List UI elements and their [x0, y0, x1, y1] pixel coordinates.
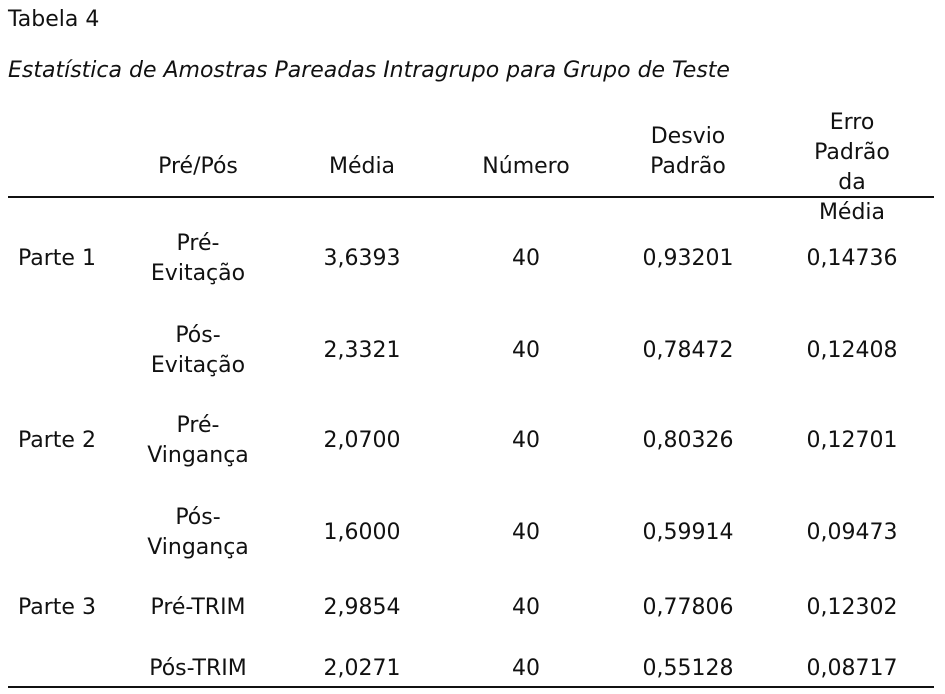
table-row-mean: 2,3321: [323, 338, 401, 363]
table-row-count: 40: [512, 246, 540, 271]
table-row-mean: 2,0271: [323, 656, 401, 681]
table-top-rule: [8, 196, 934, 198]
table-row-part: Parte 2: [18, 428, 96, 453]
table-row-prepos: Pós- Vingança: [147, 505, 249, 560]
header-se: Erro Padrão da Média: [814, 110, 890, 225]
table-row-prepos: Pré- Evitação: [150, 231, 246, 286]
table-row-count: 40: [512, 595, 540, 620]
table-row-sd: 0,59914: [642, 520, 734, 545]
table-row-count: 40: [512, 656, 540, 681]
table-row-sd: 0,93201: [642, 246, 734, 271]
table-row-mean: 2,0700: [323, 428, 401, 453]
table-row-se: 0,09473: [806, 520, 898, 545]
table-row-mean: 2,9854: [323, 595, 401, 620]
table-label: Tabela 4: [8, 7, 100, 32]
table-row-sd: 0,77806: [642, 595, 734, 620]
table-row-prepos: Pós- Evitação: [150, 323, 246, 378]
table-title: Estatística de Amostras Pareadas Intragrupo para Grupo de Teste: [8, 58, 730, 83]
header-sd: Desvio Padrão: [650, 124, 726, 179]
header-mean: Média: [328, 154, 396, 179]
table-row-prepos: Pré- Vingança: [147, 413, 249, 468]
table-row-count: 40: [512, 428, 540, 453]
table-bottom-rule: [8, 686, 934, 688]
table-row-prepos: Pós-TRIM: [149, 656, 247, 681]
header-prepos: Pré/Pós: [158, 154, 238, 179]
table-row-se: 0,12302: [806, 595, 898, 620]
table-row-sd: 0,55128: [642, 656, 734, 681]
table-row-part: Parte 3: [18, 595, 96, 620]
table-row-count: 40: [512, 520, 540, 545]
table-row-se: 0,14736: [806, 246, 898, 271]
table-row-mean: 3,6393: [323, 246, 401, 271]
table-row-mean: 1,6000: [323, 520, 401, 545]
table-row-se: 0,12701: [806, 428, 898, 453]
table-row-prepos: Pré-TRIM: [150, 595, 246, 620]
table-row-sd: 0,78472: [642, 338, 734, 363]
table-row-sd: 0,80326: [642, 428, 734, 453]
table-row-se: 0,08717: [806, 656, 898, 681]
table-row-se: 0,12408: [806, 338, 898, 363]
header-count: Número: [482, 154, 570, 179]
table-row-count: 40: [512, 338, 540, 363]
table-row-part: Parte 1: [18, 246, 96, 271]
